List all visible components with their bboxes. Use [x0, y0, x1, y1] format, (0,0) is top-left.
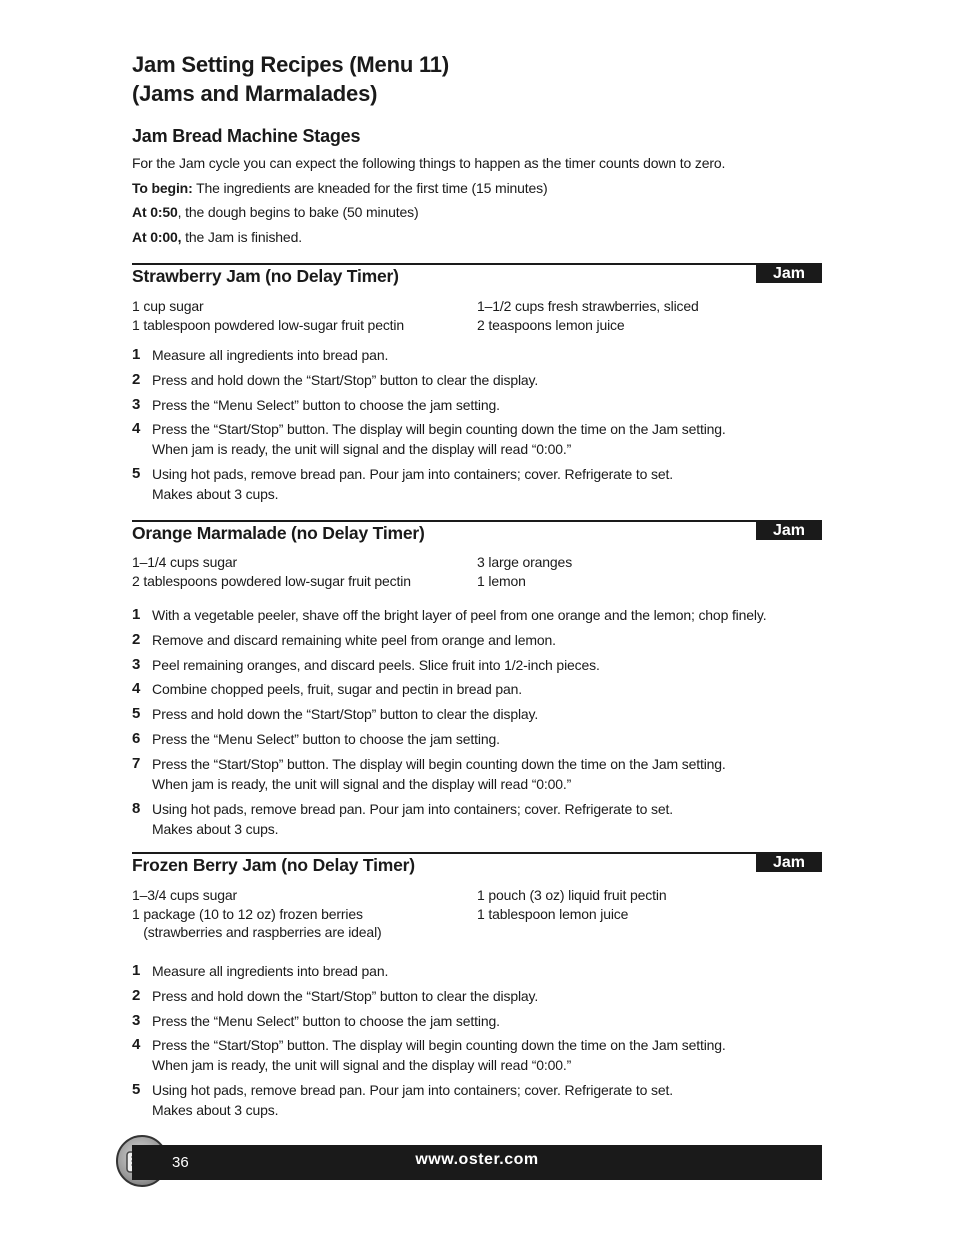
step-line: When jam is ready, the unit will signal and the display will read “0:00.”	[152, 441, 572, 458]
step-number: 4	[132, 1036, 141, 1054]
stage-label: At 0:50	[132, 204, 178, 220]
recipe-header	[132, 263, 822, 291]
step-line: Press the “Menu Select” button to choose the jam setting.	[152, 1012, 500, 1029]
jam-badge: Jam	[756, 854, 822, 872]
step-text	[152, 961, 388, 981]
step-number: 4	[132, 420, 141, 438]
recipe-step	[132, 679, 822, 699]
step-number: 1	[132, 606, 141, 623]
ingredient-item: 1 tablespoon lemon juice	[477, 905, 629, 922]
recipe-step	[132, 729, 822, 749]
step-line: Makes about 3 cups.	[152, 486, 279, 503]
step-line: Combine chopped peels, fruit, sugar and pectin in bread pan.	[152, 681, 523, 698]
recipe-header	[132, 852, 822, 880]
steps-list	[132, 961, 822, 1120]
step-number: 8	[132, 799, 141, 817]
recipe-step	[132, 1011, 822, 1031]
recipe-step	[132, 1035, 822, 1075]
ingredients-left	[132, 297, 404, 334]
ingredient-item: 1–1/2 cups fresh strawberries, sliced	[477, 298, 699, 314]
step-line: Press the “Menu Select” button to choose the jam setting.	[152, 730, 500, 747]
steps-list	[132, 345, 822, 504]
step-number: 2	[132, 370, 141, 388]
recipe-step	[132, 655, 822, 675]
stage-label: At 0:00,	[132, 228, 182, 245]
step-number: 2	[132, 630, 141, 648]
step-number: 5	[132, 465, 141, 483]
step-number: 1	[132, 962, 141, 979]
ingredients-right	[477, 553, 572, 590]
jam-badge: Jam	[756, 265, 822, 283]
step-line: Press the “Start/Stop” button. The display will begin counting down the time on the Jam setting.	[152, 1037, 726, 1054]
step-line: When jam is ready, the unit will signal and the display will read “0:00.”	[152, 1057, 572, 1074]
ingredient-item: 1 cup sugar	[132, 298, 204, 314]
step-number: 4	[132, 680, 141, 698]
step-text	[152, 630, 556, 650]
ingredients-right	[477, 886, 666, 923]
stage-text: , the dough begins to bake (50 minutes)	[177, 204, 419, 220]
ingredient-item: 2 tablespoons powdered low-sugar fruit pectin	[132, 572, 411, 589]
stages-section	[132, 126, 822, 249]
recipe-strawberry-jam	[132, 263, 822, 509]
ingredients-left	[132, 886, 382, 942]
step-line: With a vegetable peeler, shave off the bright layer of peel from one orange and the lemon; chop finely.	[152, 607, 767, 623]
recipe-step	[132, 961, 822, 981]
step-text	[152, 345, 388, 365]
step-line: When jam is ready, the unit will signal and the display will read “0:00.”	[152, 775, 572, 792]
ingredients	[132, 297, 822, 345]
page-title-line-2: (Jams and Marmalades)	[132, 81, 378, 106]
steps-list	[132, 605, 822, 839]
step-text	[152, 986, 538, 1006]
page-title-line-1: Jam Setting Recipes (Menu 11)	[132, 52, 449, 77]
step-number: 5	[132, 1081, 141, 1099]
recipe-step	[132, 754, 822, 794]
step-line: Press the “Menu Select” button to choose the jam setting.	[152, 396, 500, 413]
step-number: 2	[132, 986, 141, 1004]
recipe-step	[132, 345, 822, 365]
step-line: Press and hold down the “Start/Stop” button to clear the display.	[152, 987, 539, 1004]
recipe-step	[132, 419, 822, 459]
recipe-step	[132, 799, 822, 839]
recipe-step	[132, 986, 822, 1006]
ingredients	[132, 553, 822, 603]
ingredient-item: 1 tablespoon powdered low-sugar fruit pectin	[132, 316, 405, 333]
step-line: Makes about 3 cups.	[152, 820, 279, 837]
step-line: Remove and discard remaining white peel from orange and lemon.	[152, 631, 556, 648]
step-number: 6	[132, 729, 141, 747]
recipe-step	[132, 704, 822, 724]
step-line: Using hot pads, remove bread pan. Pour jam into containers; cover. Refrigerate to set.	[152, 800, 673, 817]
step-line: Press and hold down the “Start/Stop” button to clear the display.	[152, 706, 539, 723]
step-number: 3	[132, 1011, 141, 1029]
ingredients	[132, 886, 822, 961]
ingredients-left	[132, 553, 411, 590]
step-text	[152, 1035, 726, 1075]
step-line: Press and hold down the “Start/Stop” button to clear the display.	[152, 371, 539, 388]
recipe-step	[132, 1080, 822, 1120]
stages-intro: For the Jam cycle you can expect the following things to happen as the timer counts down to zero.	[132, 155, 726, 171]
recipe-step	[132, 464, 822, 504]
step-text	[152, 395, 500, 415]
recipe-frozen-berry-jam	[132, 852, 822, 1125]
step-text	[152, 655, 600, 675]
step-text	[152, 605, 766, 625]
stage-item	[132, 200, 822, 225]
step-number: 3	[132, 655, 141, 673]
step-line: Using hot pads, remove bread pan. Pour jam into containers; cover. Refrigerate to set.	[152, 466, 673, 483]
stage-label: To begin:	[132, 179, 193, 196]
stage-text: the Jam is finished.	[181, 228, 302, 245]
ingredient-item: 1 pouch (3 oz) liquid fruit pectin	[477, 887, 667, 903]
step-number: 3	[132, 395, 141, 413]
step-text	[152, 370, 538, 390]
ingredient-item: (strawberries and raspberries are ideal)	[132, 924, 382, 940]
stages-heading: Jam Bread Machine Stages	[132, 126, 361, 146]
stage-item	[132, 176, 822, 201]
step-number: 7	[132, 754, 141, 772]
step-line: Using hot pads, remove bread pan. Pour jam into containers; cover. Refrigerate to set.	[152, 1082, 673, 1099]
step-number: 5	[132, 705, 141, 723]
step-number: 1	[132, 346, 141, 363]
step-text	[152, 419, 726, 459]
ingredients-right	[477, 297, 699, 334]
ingredient-item: 1 lemon	[477, 572, 526, 589]
step-line: Peel remaining oranges, and discard peels. Slice fruit into 1/2-inch pieces.	[152, 656, 600, 673]
recipe-step	[132, 370, 822, 390]
footer-bar	[132, 1145, 822, 1180]
website-link[interactable]: www.oster.com	[415, 1151, 539, 1168]
step-text	[152, 1080, 673, 1120]
ingredient-item: 3 large oranges	[477, 554, 573, 570]
step-text	[152, 704, 538, 724]
step-text	[152, 729, 500, 749]
step-text	[152, 1011, 500, 1031]
step-line: Measure all ingredients into bread pan.	[152, 347, 389, 363]
step-text	[152, 754, 726, 794]
page-title	[132, 50, 732, 108]
page-number: 36	[172, 1154, 189, 1171]
recipe-step	[132, 630, 822, 650]
jam-badge: Jam	[756, 522, 822, 540]
recipe-title: Frozen Berry Jam (no Delay Timer)	[132, 855, 415, 875]
recipe-header	[132, 520, 822, 548]
stage-text: The ingredients are kneaded for the first time (15 minutes)	[192, 179, 548, 196]
ingredient-item: 2 teaspoons lemon juice	[477, 316, 625, 333]
recipe-title: Strawberry Jam (no Delay Timer)	[132, 266, 399, 286]
ingredient-item: 1–1/4 cups sugar	[132, 554, 238, 570]
step-text	[152, 799, 673, 839]
step-line: Press the “Start/Stop” button. The display will begin counting down the time on the Jam setting.	[152, 755, 726, 772]
recipe-orange-marmalade	[132, 520, 822, 843]
recipe-step	[132, 605, 822, 625]
step-text	[152, 679, 522, 699]
ingredient-item: 1 package (10 to 12 oz) frozen berries	[132, 905, 363, 922]
step-line: Makes about 3 cups.	[152, 1102, 279, 1119]
step-line: Measure all ingredients into bread pan.	[152, 963, 389, 979]
stage-item	[132, 225, 822, 250]
recipe-step	[132, 395, 822, 415]
step-line: Press the “Start/Stop” button. The display will begin counting down the time on the Jam setting.	[152, 421, 726, 438]
step-text	[152, 464, 673, 504]
ingredient-item: 1–3/4 cups sugar	[132, 887, 238, 903]
recipe-title: Orange Marmalade (no Delay Timer)	[132, 523, 425, 543]
